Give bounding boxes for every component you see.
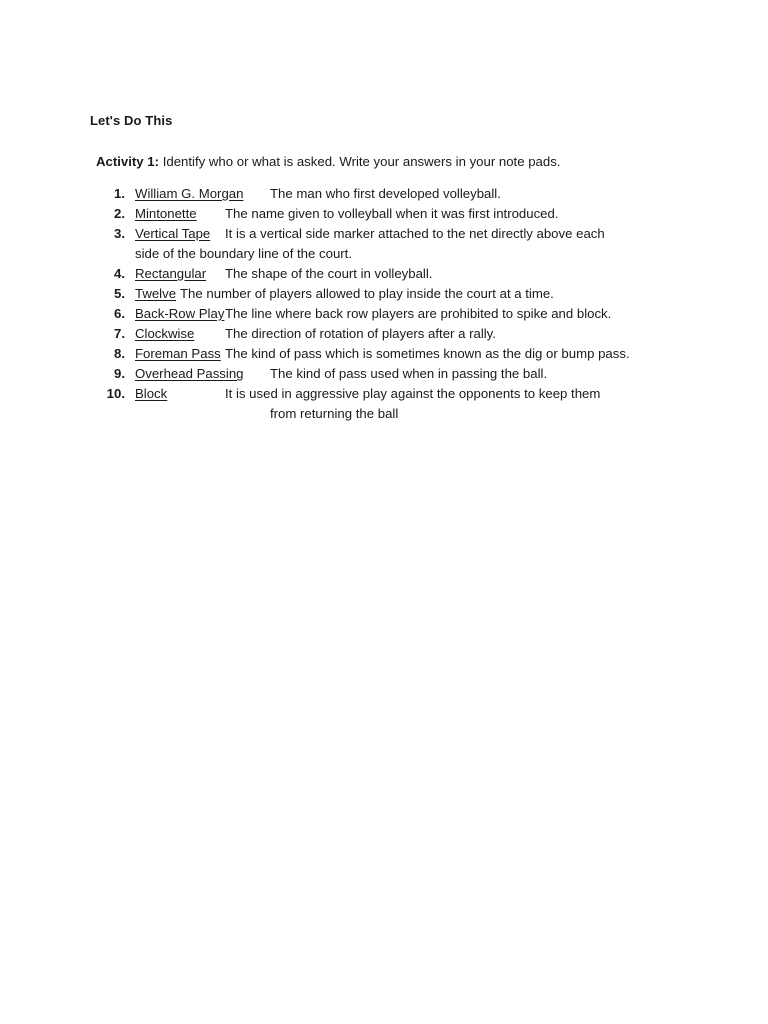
item-answer: Rectangular [135, 266, 207, 281]
item-description: The name given to volleyball when it was first introduced. [225, 206, 559, 221]
list-item [100, 384, 660, 424]
list-item [100, 344, 660, 364]
item-answer: Overhead Passing [135, 366, 244, 381]
list-item [100, 304, 660, 324]
activity-instruction [96, 154, 560, 169]
item-number: 9. [114, 366, 125, 381]
item-description: The direction of rotation of players after a rally. [225, 326, 496, 341]
list-item [100, 364, 660, 384]
activity-label: Activity 1: [96, 154, 160, 169]
item-description: The kind of pass which is sometimes known as the dig or bump pass. [225, 346, 630, 361]
item-description-continued: from returning the ball [270, 406, 399, 421]
item-number: 10. [106, 386, 125, 401]
item-description: It is a vertical side marker attached to the net directly above each [225, 226, 605, 241]
item-description: The kind of pass used when in passing the ball. [270, 366, 548, 381]
item-answer: Back-Row Play [135, 306, 225, 321]
item-description: The number of players allowed to play inside the court at a time. [180, 286, 554, 301]
item-answer: Vertical Tape [135, 226, 211, 241]
item-number: 6. [114, 306, 125, 321]
list-item [100, 224, 660, 264]
item-answer: Block [135, 386, 168, 401]
list-item [100, 284, 660, 304]
item-answer: William G. Morgan [135, 186, 244, 201]
list-item [100, 184, 660, 204]
item-number: 1. [114, 186, 125, 201]
item-answer: Mintonette [135, 206, 197, 221]
item-number: 3. [114, 226, 125, 241]
item-description: The line where back row players are prohibited to spike and block. [225, 306, 612, 321]
list-item [100, 204, 660, 224]
answer-list [100, 184, 660, 424]
item-number: 2. [114, 206, 125, 221]
item-number: 7. [114, 326, 125, 341]
list-item [100, 264, 660, 284]
item-description: The shape of the court in volleyball. [225, 266, 433, 281]
item-description: The man who first developed volleyball. [270, 186, 501, 201]
list-item [100, 324, 660, 344]
item-answer: Foreman Pass [135, 346, 221, 361]
page-heading: Let's Do This [90, 113, 173, 128]
item-answer: Twelve [135, 286, 177, 301]
activity-instruction-text: Identify who or what is asked. Write your answers in your note pads. [162, 154, 561, 169]
item-description: It is used in aggressive play against the opponents to keep them [225, 386, 601, 401]
item-answer: Clockwise [135, 326, 195, 341]
item-number: 8. [114, 346, 125, 361]
item-number: 4. [114, 266, 125, 281]
item-number: 5. [114, 286, 125, 301]
item-description-continued: side of the boundary line of the court. [135, 246, 353, 261]
